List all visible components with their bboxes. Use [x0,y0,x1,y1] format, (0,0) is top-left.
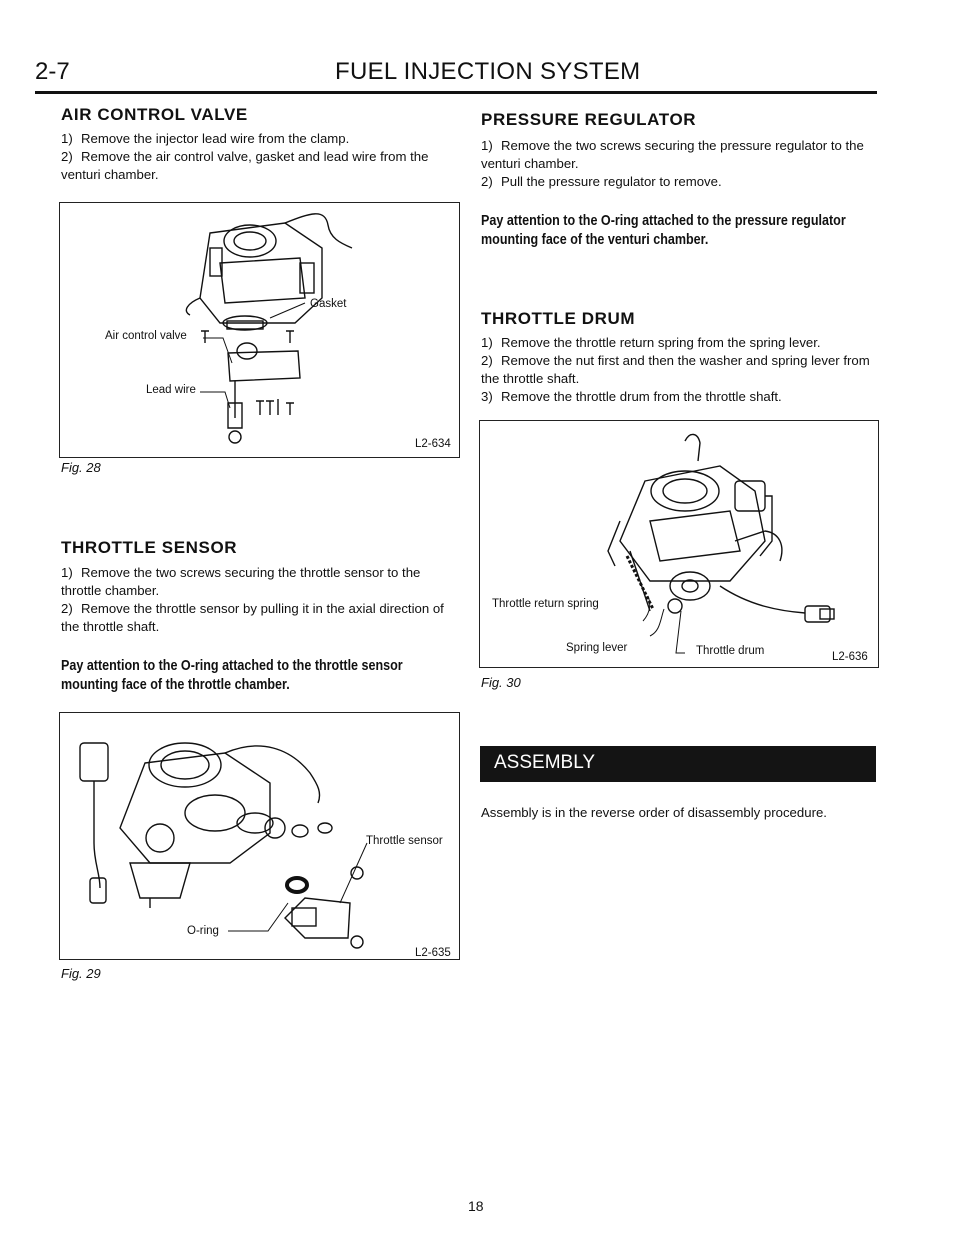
step-number: 1) [481,138,493,153]
step-item [481,352,878,388]
figure-code: L2-634 [415,438,451,450]
throttle-sensor-label: Throttle sensor [366,835,443,847]
throttle-drum-illustration [480,421,878,667]
step-number: 2) [61,601,73,616]
figure-caption: Fig. 29 [61,966,101,981]
throttle-drum-heading: THROTTLE DRUM [481,309,636,328]
step-item [481,334,878,352]
step-text: Remove the air control valve, gasket and lead wire from the venturi chamber. [61,149,429,182]
gasket-label: Gasket [310,298,347,310]
step-number: 1) [61,131,73,146]
step-text: Remove the injector lead wire from the clamp. [81,131,350,146]
figure-code: L2-635 [415,947,451,959]
throttle-drum-steps [481,334,878,406]
figure-28 [59,202,460,458]
pressure-regulator-steps [481,137,878,191]
air-control-valve-heading: AIR CONTROL VALVE [61,105,248,124]
assembly-banner-label: ASSEMBLY [494,752,596,773]
air-control-valve-steps [61,130,459,184]
step-number: 1) [481,335,493,350]
page-number: 18 [468,1198,484,1214]
step-item [61,130,459,148]
assembly-banner [480,746,876,782]
header-rule [35,91,877,94]
throttle-drum-label: Throttle drum [696,645,765,657]
step-text: Remove the throttle drum from the throttle shaft. [501,389,782,404]
step-text: Remove the throttle sensor by pulling it in the axial direction of the throttle shaft. [61,601,444,634]
step-item [61,148,459,184]
page-title: FUEL INJECTION SYSTEM [335,58,641,85]
step-item [481,388,878,406]
spring-lever-label: Spring lever [566,642,628,654]
throttle-sensor-note: Pay attention to the O-ring attached to the throttle sensor mounting face of the throttle chamber. [61,658,403,693]
step-item [481,137,878,173]
step-text: Remove the throttle return spring from the spring lever. [501,335,821,350]
step-item [61,600,459,636]
step-text: Remove the two screws securing the throttle sensor to the throttle chamber. [61,565,421,598]
figure-code: L2-636 [832,651,868,663]
step-item [61,564,459,600]
step-text: Remove the two screws securing the pressure regulator to the venturi chamber. [481,138,864,171]
step-number: 2) [61,149,73,164]
step-number: 1) [61,565,73,580]
o-ring-label: O-ring [187,925,219,937]
lead-wire-label: Lead wire [146,384,196,396]
throttle-sensor-heading: THROTTLE SENSOR [61,538,238,557]
section-number: 2-7 [35,58,70,85]
pressure-regulator-heading: PRESSURE REGULATOR [481,110,697,129]
throttle-return-spring-label: Throttle return spring [492,598,599,610]
step-number: 2) [481,174,493,189]
step-item [481,173,878,191]
throttle-sensor-steps [61,564,459,636]
step-number: 3) [481,389,493,404]
step-text: Remove the nut first and then the washer and spring lever from the throttle shaft. [481,353,870,386]
step-number: 2) [481,353,493,368]
figure-30 [479,420,879,668]
figure-29 [59,712,460,960]
pressure-regulator-note: Pay attention to the O-ring attached to the pressure regulator mounting face of the venturi chamber. [481,213,846,248]
figure-caption: Fig. 30 [481,675,521,690]
figure-caption: Fig. 28 [61,460,101,475]
step-text: Pull the pressure regulator to remove. [501,174,722,189]
air-control-valve-label: Air control valve [105,330,187,342]
assembly-text: Assembly is in the reverse order of disassembly procedure. [481,805,827,820]
